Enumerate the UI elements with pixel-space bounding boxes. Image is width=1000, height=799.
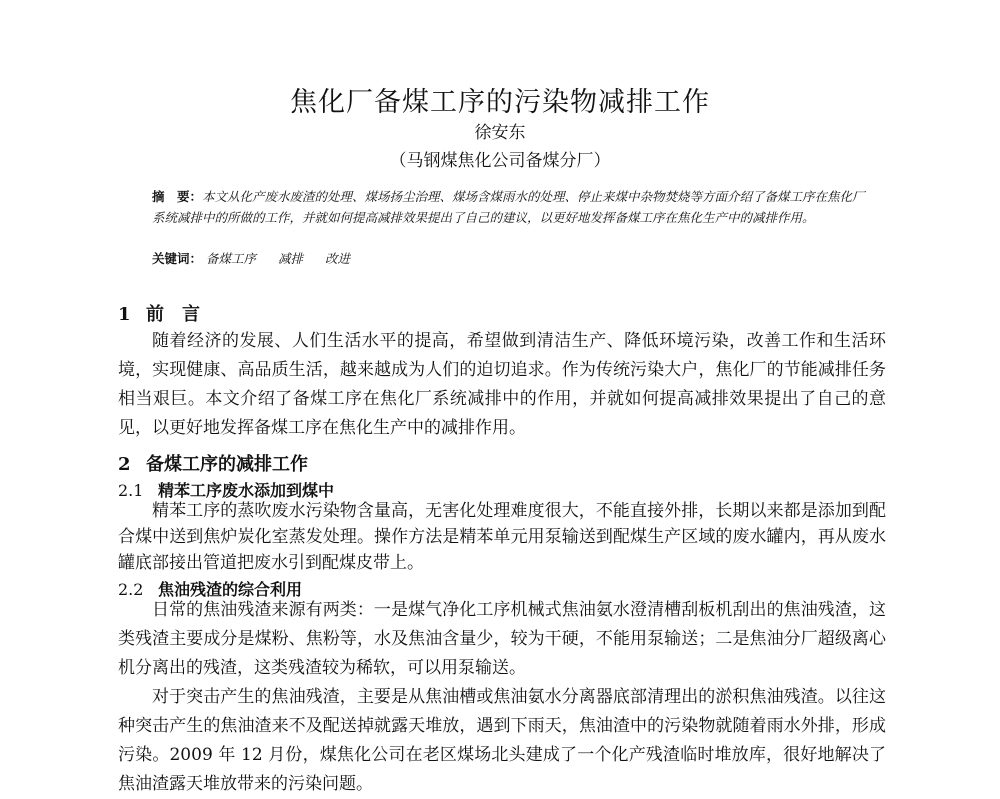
paragraph: 随着经济的发展、人们生活水平的提高，希望做到清洁生产、降低环境污染，改善工作和生活环境，实现健康、高品质生活，越来越成为人们的迫切追求。作为传统污染大户，焦化厂的节能减排任务相当艰巨。本文介绍了备煤工序在焦化厂系统减排中的作用，并就如何提高减排效果提出了自己的意见，以更好地发挥备煤工序在焦化生产中的减排作用。 xyxy=(118,331,886,438)
section-number: 1 xyxy=(118,304,131,325)
author-affiliation: （马钢煤焦化公司备煤分厂） xyxy=(389,151,611,171)
paragraph: 对于突击产生的焦油残渣，主要是从焦油槽或焦油氨水分离器底部清理出的淤积焦油残渣。以往这种突击产生的焦油渣来不及配送掉就露天堆放，遇到下雨天，焦油渣中的污染物就随着雨水外排，形成污染。2009 年 12 月份，煤焦化公司在老区煤场北头建成了一个化产残渣临时堆放库，很好地解决了焦油渣露天堆放带来的污染问题。 xyxy=(118,687,886,794)
abstract-label: 摘 要： xyxy=(152,189,203,204)
keyword: 减排 xyxy=(278,251,304,266)
paragraph: 日常的焦油残渣来源有两类：一是煤气净化工序机械式焦油氨水澄清槽刮板机刮出的焦油残渣，这类残渣主要成分是煤粉、焦粉等，水及焦油含量少，较为干硬，不能用泵输送；二是焦油分厂超级离心机分离出的残渣，这类残渣较为稀软，可以用泵输送。 xyxy=(118,600,886,678)
keywords-label: 关键词： xyxy=(152,251,203,266)
section-heading xyxy=(118,300,200,326)
keyword: 备煤工序 xyxy=(206,251,257,266)
section-title: 前 言 xyxy=(146,304,200,325)
abstract-text: 本文从化产废水废渣的处理、煤场扬尘治理、煤场含煤雨水的处理、停止来煤中杂物焚烧等方面介绍了备煤工序在焦化厂系统减排中的所做的工作，并就如何提高减排效果提出了自己的建议，以更好地发挥备煤工序在焦化生产中的减排作用。 xyxy=(152,189,865,225)
abstract xyxy=(152,186,872,228)
author-name: 徐安东 xyxy=(474,123,526,143)
section-title: 备煤工序的减排工作 xyxy=(146,454,308,475)
section-number: 2 xyxy=(118,454,131,475)
subsection-title: 精苯工序废水添加到煤中 xyxy=(158,481,335,500)
paper-title: 焦化厂备煤工序的污染物减排工作 xyxy=(290,87,710,118)
subsection-number: 2.2 xyxy=(118,580,144,599)
section-heading xyxy=(118,450,308,476)
subsection-number: 2.1 xyxy=(118,481,144,500)
keywords xyxy=(152,249,872,267)
paragraph: 精苯工序的蒸吹废水污染物含量高，无害化处理难度很大，不能直接外排，长期以来都是添加到配合煤中送到焦炉炭化室蒸发处理。操作方法是精苯单元用泵输送到配煤生产区域的废水罐内，再从废水罐底部接出管道把废水引到配煤皮带上。 xyxy=(118,501,886,573)
keyword: 改进 xyxy=(325,251,351,266)
subsection-title: 焦油残渣的综合利用 xyxy=(158,580,303,599)
